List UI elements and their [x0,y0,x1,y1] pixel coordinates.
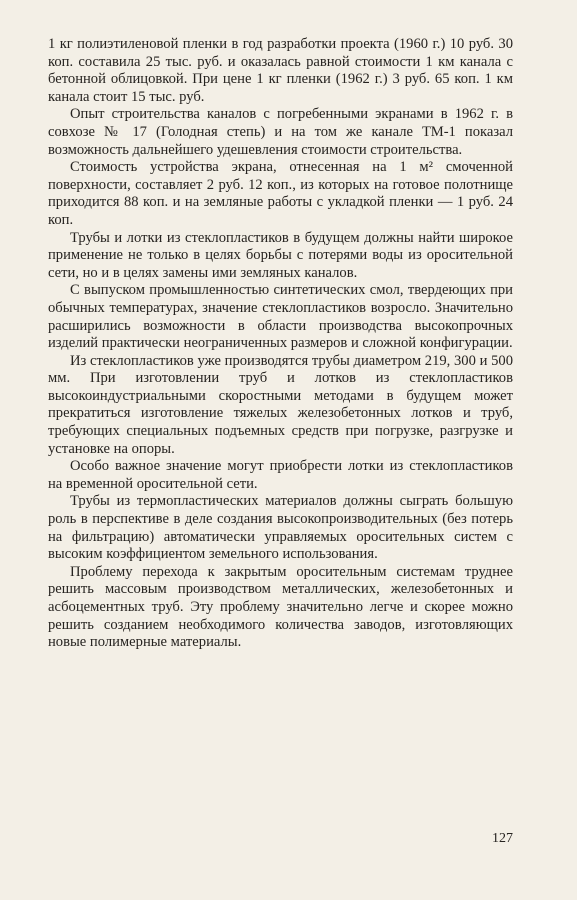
paragraph-synthetic-resins: С выпуском промышленностью синтетических смол, твердеющих при обычных температурах, значение стеклопластиков возросло. Значительно расширились возможности в области производства высокопрочных изделий практически неограниченных размеров и сложной конфигурации. [48,282,513,352]
paragraph-continuation: 1 кг полиэтиленовой пленки в год разработки проекта (1960 г.) 10 руб. 30 коп. составила 25 тыс. руб. и оказалась равной стоимости 1 км канала с бетонной облицовкой. При цене 1 кг пленки (1962 г.) 3 руб. 65 коп. 1 км канала стоит 15 тыс. руб. [48,36,513,105]
document-body [48,36,513,652]
paragraph-screen-cost: Стоимость устройства экрана, отнесенная на 1 м² смоченной поверхности, составляет 2 руб. 12 коп., из которых на готовое полотнище приходится 88 коп. и на земляные работы с укладкой пленки — 1 руб. 24 коп. [48,159,513,228]
paragraph-buried-screens: Опыт строительства каналов с погребенными экранами в 1962 г. в совхозе № 17 (Голодная степь) и на том же канале ТМ-1 показал возможность дальнейшего удешевления стоимости строительства. [48,106,513,158]
paragraph-thermoplastic-pipes: Трубы из термопластических материалов должны сыграть большую роль в перспективе в деле создания высокопроизводительных (без потерь на фильтрацию) автоматически управляемых оросительных систем с высоким коэффициентом земельного использования. [48,493,513,563]
paragraph-temporary-network: Особо важное значение могут приобрести лотки из стеклопластиков на временной оросительной сети. [48,458,513,492]
paragraph-fiberglass-pipes: Трубы и лотки из стеклопластиков в будущем должны найти широкое применение не только в целях борьбы с потерями воды из оросительной сети, но и в целях замены ими земляных каналов. [48,229,513,281]
paragraph-pipe-diameters: Из стеклопластиков уже производятся трубы диаметром 219, 300 и 500 мм. При изготовлении труб и лотков из стеклопластиков высокоиндустриальными скоростными методами в будущем может прекратиться изготовление тяжелых железобетонных лотков и труб, требующих специальных подъемных средств при погрузке, разгрузке и установке на опоры. [48,352,513,457]
paragraph-closed-systems: Проблему перехода к закрытым оросительным системам труднее решить массовым производством металлических, железобетонных и асбоцементных труб. Эту проблему значительно легче и скорее можно решить созданием необходимого количества заводов, изготовляющих новые полимерные материалы. [48,563,513,651]
page-number: 127 [492,831,513,846]
